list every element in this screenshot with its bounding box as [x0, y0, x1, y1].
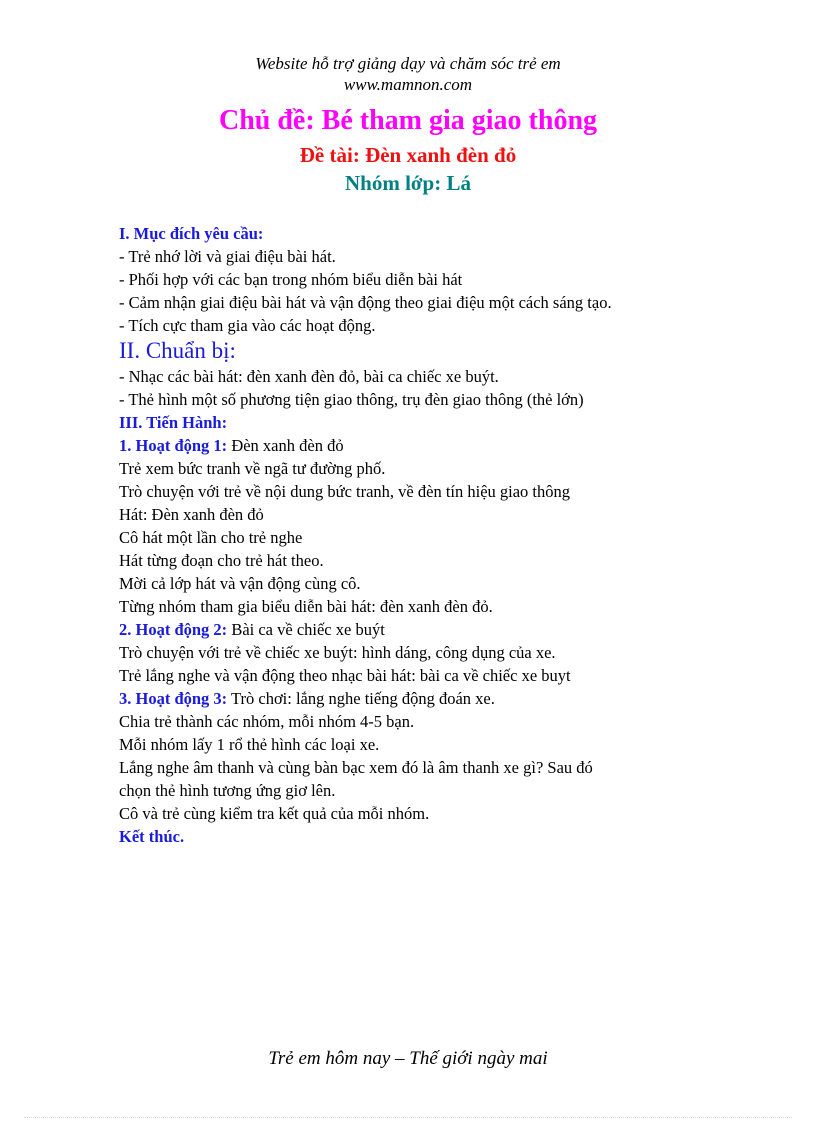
section-1-list [119, 245, 759, 337]
activity-2-title: Bài ca về chiếc xe buýt [227, 620, 385, 639]
list-item: Trò chuyện với trẻ về nội dung bức tranh, về đèn tín hiệu giao thông [119, 482, 571, 501]
section-3-heading: III. Tiến Hành: [119, 413, 228, 432]
lesson-body [119, 222, 759, 848]
list-item: Cô hát một lần cho trẻ nghe [119, 528, 303, 547]
activity-3-lines [119, 710, 759, 825]
section-1-heading: I. Mục đích yêu cầu: [119, 224, 264, 243]
list-item: Trẻ lắng nghe và vận động theo nhạc bài hát: bài ca về chiếc xe buyt [119, 666, 571, 685]
site-url: www.mamnon.com [343, 75, 473, 94]
list-item: - Cảm nhận giai điệu bài hát và vận động theo giai điệu một cách sáng tạo. [119, 293, 612, 312]
list-item: Từng nhóm tham gia biểu diễn bài hát: đèn xanh đèn đỏ. [119, 597, 493, 616]
footer-motto: Trẻ em hôm nay – Thế giới ngày mai [268, 1048, 548, 1069]
list-item: - Thẻ hình một số phương tiện giao thông, trụ đèn giao thông (thẻ lớn) [119, 390, 584, 409]
site-tagline: Website hỗ trợ giảng dạy và chăm sóc trẻ em [255, 54, 561, 73]
topic-title: Chủ đề: Bé tham gia giao thông [218, 105, 598, 136]
section-2-heading: II. Chuẩn bị: [119, 338, 236, 363]
activity-1-lines [119, 457, 759, 618]
list-item: Hát: Đèn xanh đèn đỏ [119, 505, 264, 524]
activity-2-lines [119, 641, 759, 687]
activity-1-label: 1. Hoạt động 1: [119, 436, 228, 455]
activity-1-title: Đèn xanh đèn đỏ [227, 436, 344, 455]
list-item: Trò chuyện với trẻ về chiếc xe buýt: hình dáng, công dụng của xe. [119, 643, 556, 662]
list-item: - Phối hợp với các bạn trong nhóm biểu diễn bài hát [119, 270, 463, 289]
activity-2-heading [119, 618, 759, 641]
list-item: Mời cả lớp hát và vận động cùng cô. [119, 574, 361, 593]
subject-title: Đề tài: Đèn xanh đèn đỏ [299, 143, 517, 167]
activity-2-label: 2. Hoạt động 2: [119, 620, 228, 639]
list-item: Hát từng đoạn cho trẻ hát theo. [119, 551, 324, 570]
list-item: - Trẻ nhớ lời và giai điệu bài hát. [119, 247, 336, 266]
list-item: Chia trẻ thành các nhóm, mỗi nhóm 4-5 bạn. [119, 712, 415, 731]
list-item: - Tích cực tham gia vào các hoạt động. [119, 316, 376, 335]
site-header [0, 53, 816, 95]
list-item: Trẻ xem bức tranh về ngã tư đường phố. [119, 459, 386, 478]
footer-divider [24, 1117, 792, 1118]
activity-3-title: Trò chơi: lắng nghe tiếng động đoán xe. [227, 689, 495, 708]
list-item: Cô và trẻ cùng kiểm tra kết quả của mỗi nhóm. [119, 804, 430, 823]
activity-1-heading [119, 434, 759, 457]
list-item: - Nhạc các bài hát: đèn xanh đèn đỏ, bài ca chiếc xe buýt. [119, 367, 499, 386]
list-item: Mỗi nhóm lấy 1 rổ thẻ hình các loại xe. [119, 735, 380, 754]
group-title: Nhóm lớp: Lá [345, 171, 471, 195]
activity-3-heading [119, 687, 759, 710]
list-item: Lắng nghe âm thanh và cùng bàn bạc xem đó là âm thanh xe gì? Sau đó [119, 758, 593, 777]
closing-text: Kết thúc. [119, 827, 185, 846]
activity-3-label: 3. Hoạt động 3: [119, 689, 228, 708]
section-2-list [119, 365, 759, 411]
list-item: chọn thẻ hình tương ứng giơ lên. [119, 781, 336, 800]
